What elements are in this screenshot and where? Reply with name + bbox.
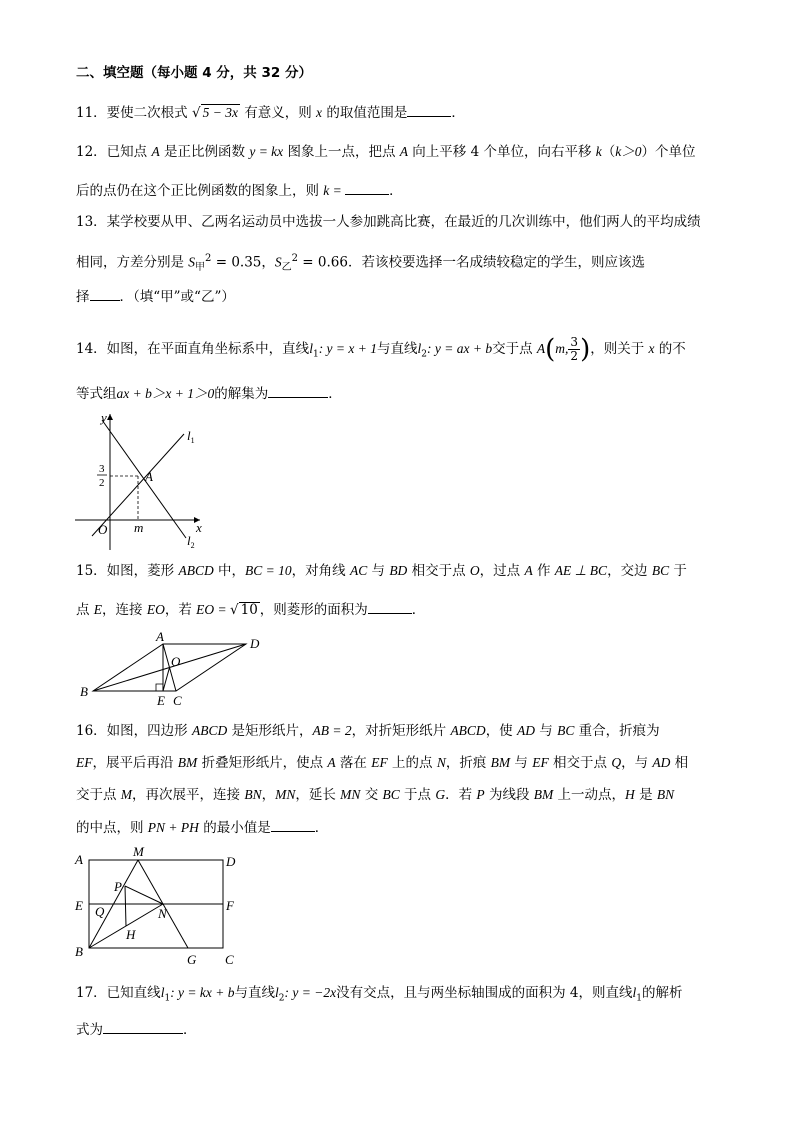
radicand: 5 − 3x [202, 105, 238, 120]
question-16-line-4: 的中点，则 PN + PH 的最小值是 ． [76, 820, 329, 836]
label-origin: O [98, 522, 108, 537]
sqrt-symbol: √ [191, 105, 201, 121]
label-d: D [226, 854, 236, 869]
label-f: F [226, 898, 234, 913]
segment-pn [125, 886, 163, 904]
question-13-line-3: 择 ．（填“甲”或“乙”） [76, 289, 235, 305]
label-y: y [101, 410, 107, 425]
question-14-line-2: 等式组ax + b＞x + 1＞0的解集为 ． [76, 386, 342, 402]
question-17-line-1: 17．已知直线$l_1$: y = kx + b与直线$l_2$: y = −2x没有交点，且与两坐标轴围成的面积为 4，则直线$l_1$的解析 [76, 985, 683, 1004]
question-13-line-2: 相同，方差分别是 $S_甲^2 = 0.35$，$S_乙^2 = 0.66$．若该校要选择一名成绩较稳定的学生，则应该选 [76, 253, 645, 274]
segment-ph [125, 886, 126, 926]
label-b: B [80, 684, 88, 699]
question-17-line-2: 式为 ． [76, 1022, 197, 1038]
label-o: O [171, 654, 181, 669]
label-c: C [225, 952, 234, 967]
fraction-3-2: $\frac{3}{2}$ [570, 335, 579, 363]
label-g: G [187, 952, 197, 967]
question-16-line-1: 16．如图，四边形 ABCD 是矩形纸片，AB = 2，对折矩形纸片 ABCD，使 AD 与 BC 重合，折痕为 [76, 723, 660, 739]
label-e: E [75, 898, 83, 913]
question-16-line-3: 交于点 M，再次展平，连接 BN，MN，延长 MN 交 BC 于点 G．若 P 为线段 BM 上一动点，H 是 BN [76, 787, 675, 803]
answer-blank-11[interactable] [407, 103, 451, 117]
figure-15-rhombus [76, 628, 276, 708]
segment-eo [163, 668, 170, 692]
figure-14-coordinate-plot [70, 408, 220, 558]
label-q: Q [95, 904, 105, 919]
question-12-line-1: 12．已知点 A 是正比例函数 y = kx 图象上一点，把点 A 向上平移 4 个单位，向右平移 k（k＞0）个单位 [76, 144, 696, 160]
label-frac-num: 3 [99, 463, 105, 475]
label-l1: $l_1$ [187, 428, 195, 445]
answer-blank-16[interactable] [271, 818, 315, 832]
figure-16-rectangle [70, 842, 250, 968]
question-15-line-1: 15．如图，菱形 ABCD 中，BC = 10，对角线 AC 与 BD 相交于点 O，过点 A 作 AE ⊥ BC，交边 BC 于 [76, 563, 687, 579]
label-a: A [75, 852, 83, 867]
answer-blank-15[interactable] [368, 600, 412, 614]
label-b: B [75, 944, 83, 959]
question-16-line-2: EF，展平后再沿 BM 折叠矩形纸片，使点 A 落在 EF 上的点 N，折痕 BM 与 EF 相交于点 Q，与 AD 相 [76, 755, 689, 771]
right-paren: ) [580, 334, 591, 365]
question-11: 11．要使二次根式 √ 5 − 3x 有意义，则 x 的取值范围是 ． [76, 105, 465, 121]
label-h: H [126, 927, 136, 942]
answer-blank-17[interactable] [103, 1020, 183, 1034]
sqrt-symbol: √ [230, 602, 239, 618]
label-n: N [158, 906, 167, 921]
y-axis-arrow [107, 414, 113, 420]
question-14-line-1: 14．如图，在平面直角坐标系中，直线$l_1$: y = x + 1与直线$l_2$: y = ax + b交于点 A(m, $\frac{3}{2}$ )，则关于 x 的不 [76, 334, 686, 365]
label-l2: $l_2$ [187, 533, 195, 550]
left-paren: ( [545, 334, 556, 365]
label-a: A [156, 629, 164, 644]
question-13-line-1: 13．某学校要从甲、乙两名运动员中选拔一人参加跳高比赛，在最近的几次训练中，他们两人的平均成绩 [76, 214, 701, 230]
right-angle-mark [156, 684, 163, 691]
question-12-line-2: 后的点仍在这个正比例函数的图象上，则 k = ． [76, 183, 403, 199]
label-c: C [173, 693, 182, 708]
label-d: D [250, 636, 260, 651]
label-m: m [134, 520, 144, 535]
question-15-line-2: 点 E，连接 EO，若 EO = √ 10 ，则菱形的面积为 ． [76, 602, 426, 618]
answer-blank-12[interactable] [345, 181, 389, 195]
label-x: x [196, 520, 202, 535]
answer-blank-13[interactable] [90, 287, 120, 301]
section-header: 二、填空题（每小题 4 分，共 32 分） [76, 65, 312, 81]
label-p: P [114, 879, 122, 894]
answer-blank-14[interactable] [268, 384, 328, 398]
label-point-a: A [145, 469, 153, 484]
label-frac-den: 2 [99, 477, 105, 489]
label-m: M [133, 844, 144, 859]
label-e: E [157, 693, 165, 708]
